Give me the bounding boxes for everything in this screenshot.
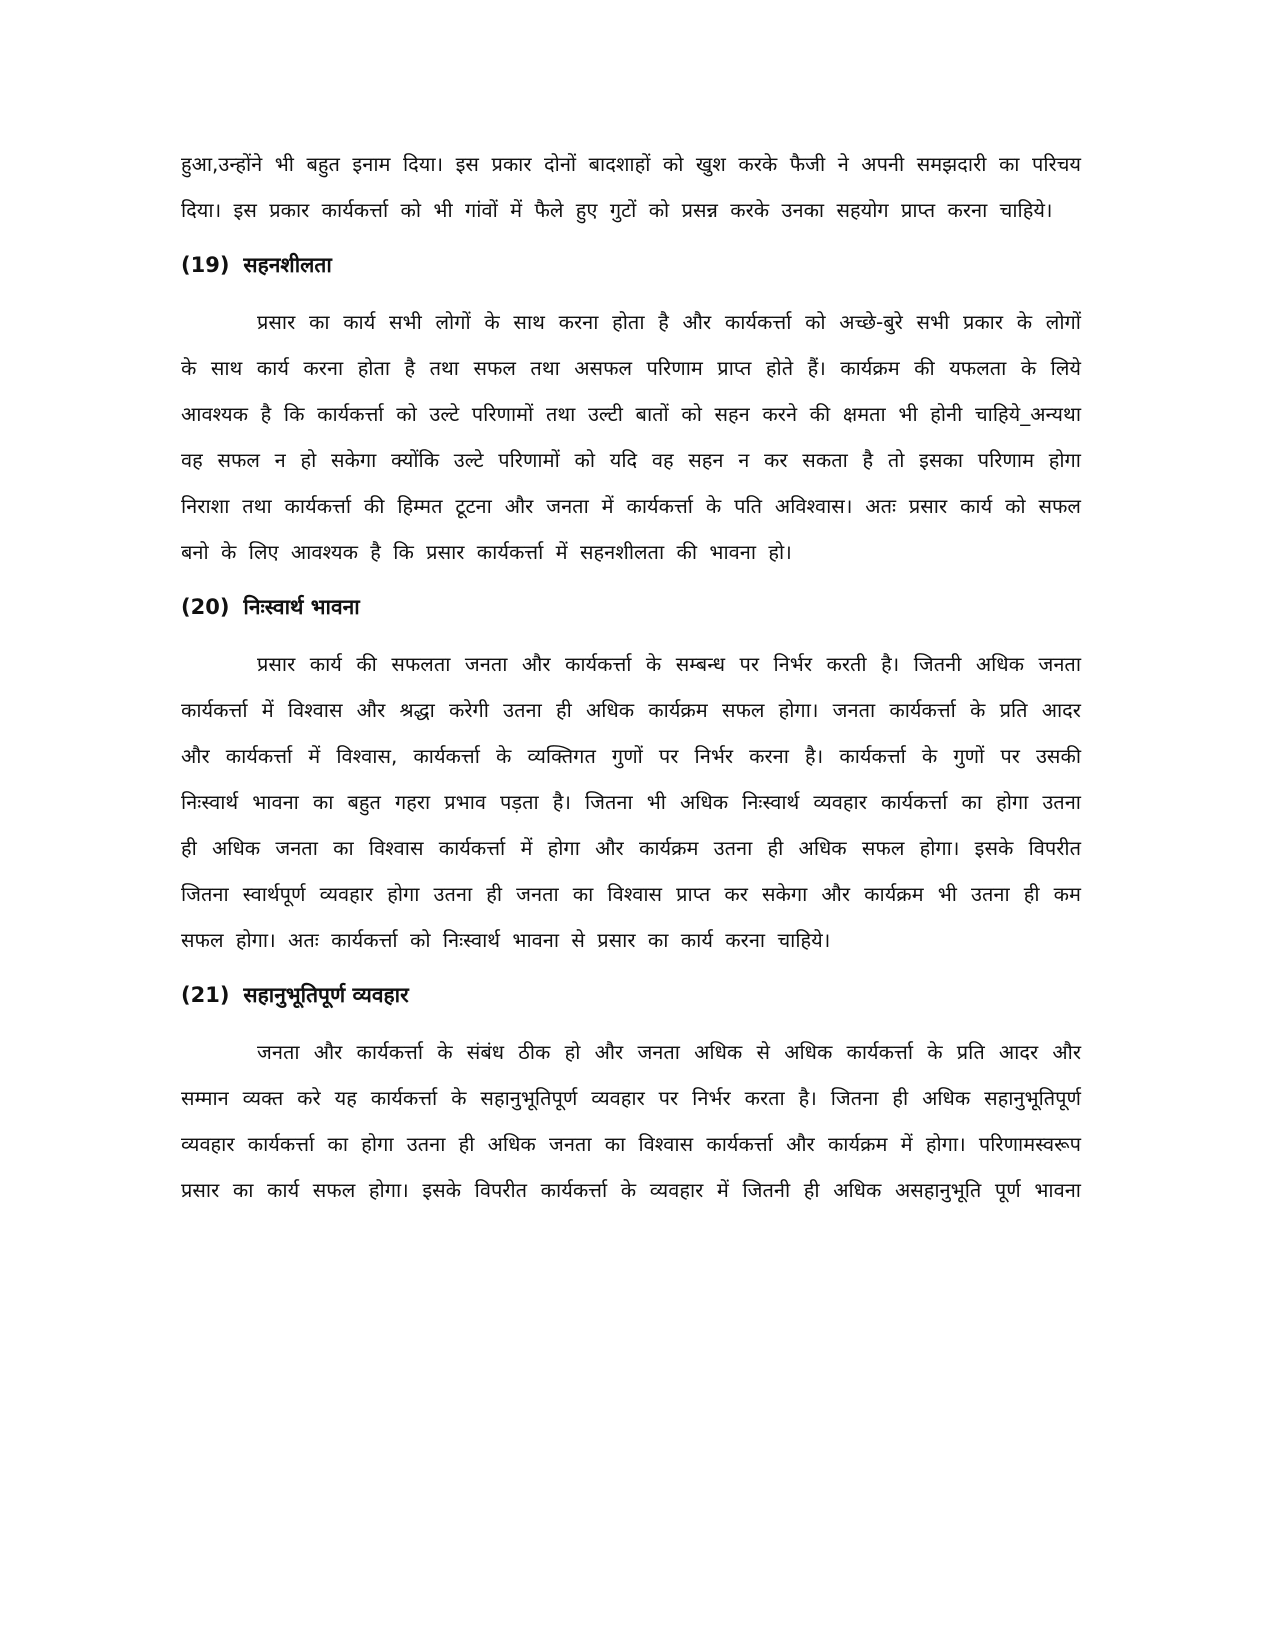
section-title: निःस्वार्थ भावना [243,595,360,619]
page-content [181,141,1081,1213]
section-number: (19) [181,253,230,277]
section-heading-21 [181,973,1081,1017]
intro-paragraph: हुआ,उन्होंने भी बहुत इनाम दिया। इस प्रकार दोनों बादशाहों को खुश करके फैजी ने अपनी समझदारी का परिचय दिया। इस प्रकार कार्यकर्त्ता को भी गांवों में फैले हुए गुटों को प्रसन्न करके उनका सहयोग प्राप्त करना चाहिये। [181,152,1081,222]
section-heading-19 [181,243,1081,287]
section-paragraph-19: प्रसार का कार्य सभी लोगों के साथ करना होता है और कार्यकर्त्ता को अच्छे-बुरे सभी प्रकार के लोगों के साथ कार्य करना होता है तथा सफल तथा असफल परिणाम प्राप्त होते हैं। कार्यक्रम की यफलता के लिये आवश्यक है कि कार्यकर्त्ता को उल्टे परिणामों तथा उल्टी बातों को सहन करने की क्षमता भी होनी चाहिये_अन्यथा वह सफल न हो सकेगा क्योंकि उल्टे परिणामों को यदि वह सहन न कर सकता है तो इसका परिणाम होगा निराशा तथा कार्यकर्त्ता की हिम्मत टूटना और जनता में कार्यकर्त्ता के पति अविश्वास। अतः प्रसार कार्य को सफल बनो के लिए आवश्यक है कि प्रसार कार्यकर्त्ता में सहनशीलता की भावना हो। [181,310,1081,564]
section-number: (21) [181,983,230,1007]
section-paragraph-20: प्रसार कार्य की सफलता जनता और कार्यकर्त्ता के सम्बन्ध पर निर्भर करती है। जितनी अधिक जनता कार्यकर्त्ता में विश्वास और श्रद्धा करेगी उतना ही अधिक कार्यक्रम सफल होगा। जनता कार्यकर्त्ता के प्रति आदर और कार्यकर्त्ता में विश्वास, कार्यकर्त्ता के व्यक्तिगत गुणों पर निर्भर करना है। कार्यकर्त्ता के गुणों पर उसकी निःस्वार्थ भावना का बहुत गहरा प्रभाव पड़ता है। जितना भी अधिक निःस्वार्थ व्यवहार कार्यकर्त्ता का होगा उतना ही अधिक जनता का विश्वास कार्यकर्त्ता में होगा और कार्यक्रम उतना ही अधिक सफल होगा। इसके विपरीत जितना स्वार्थपूर्ण व्यवहार होगा उतना ही जनता का विश्वास प्राप्त कर सकेगा और कार्यक्रम भी उतना ही कम सफल होगा। अतः कार्यकर्त्ता को निःस्वार्थ भावना से प्रसार का कार्य करना चाहिये। [181,652,1081,952]
section-heading-20 [181,585,1081,629]
section-number: (20) [181,595,230,619]
section-title: सहनशीलता [243,253,332,277]
section-title: सहानुभूतिपूर्ण व्यवहार [243,983,409,1007]
section-paragraph-21: जनता और कार्यकर्त्ता के संबंध ठीक हो और जनता अधिक से अधिक कार्यकर्त्ता के प्रति आदर और सम्मान व्यक्त करे यह कार्यकर्त्ता के सहानुभूतिपूर्ण व्यवहार पर निर्भर करता है। जितना ही अधिक सहानुभूतिपूर्ण व्यवहार कार्यकर्त्ता का होगा उतना ही अधिक जनता का विश्वास कार्यकर्त्ता और कार्यक्रम में होगा। परिणामस्वरूप प्रसार का कार्य सफल होगा। इसके विपरीत कार्यकर्त्ता के व्यवहार में जितनी ही अधिक असहानुभूति पूर्ण भावना [181,1040,1081,1202]
